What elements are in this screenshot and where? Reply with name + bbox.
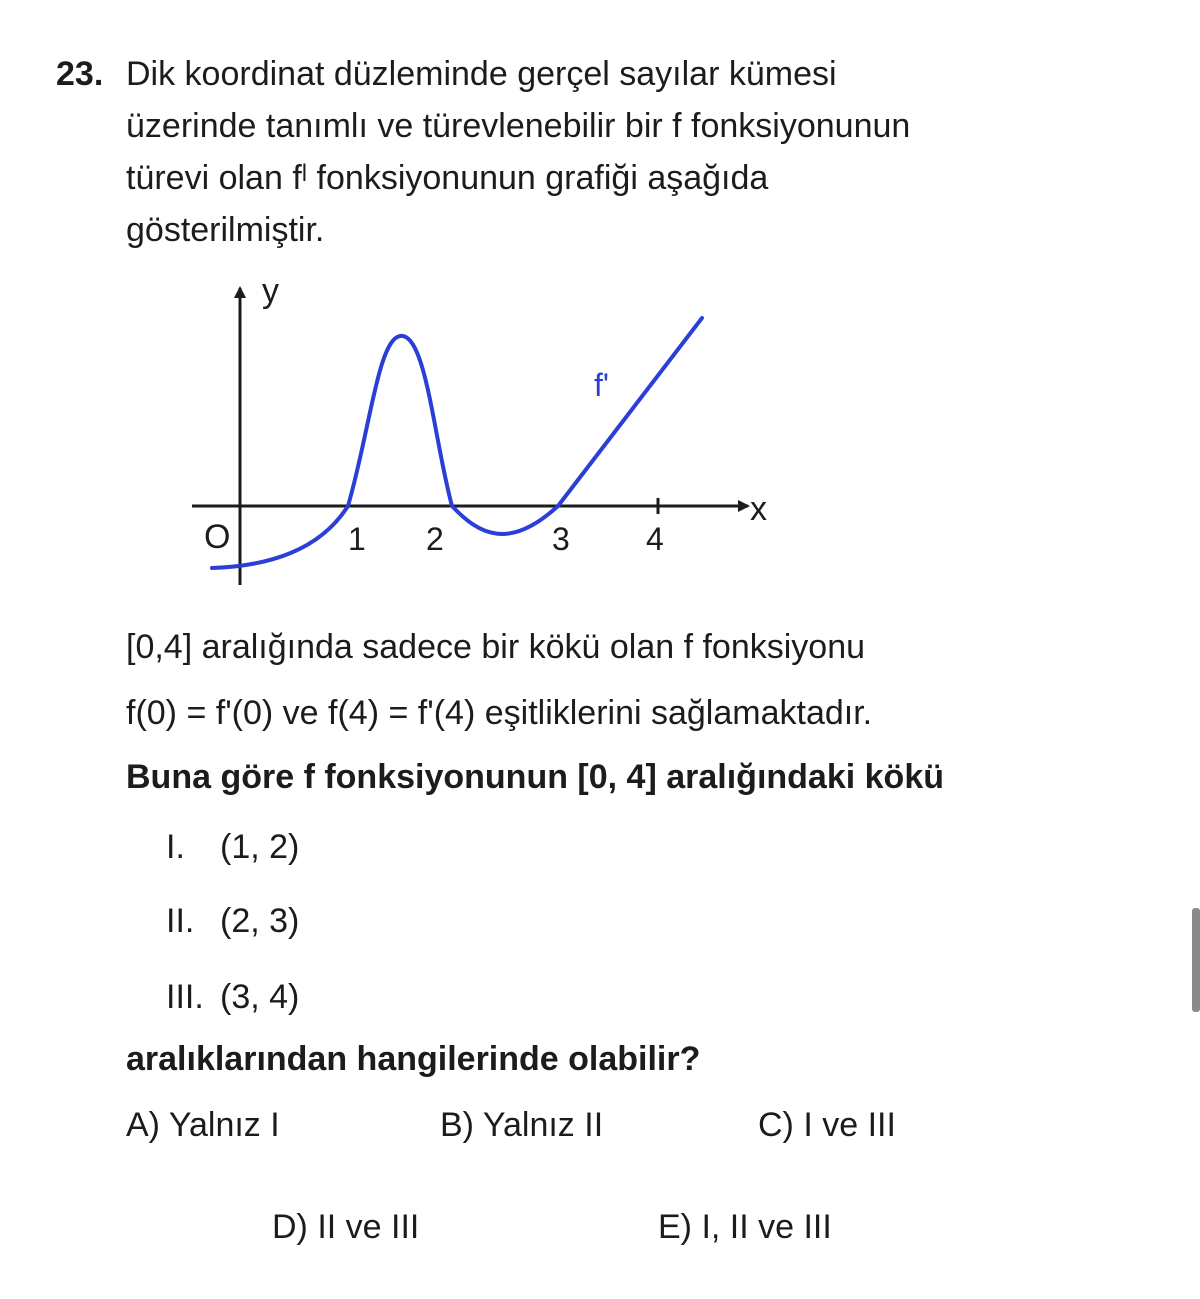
statement-numeral: III. [166, 978, 204, 1016]
derivative-curve [212, 318, 702, 568]
x-tick-label-4: 4 [646, 521, 664, 557]
answer-option-d[interactable]: D) II ve III [272, 1208, 420, 1246]
answer-option-e[interactable]: E) I, II ve III [658, 1208, 832, 1246]
question-stem [126, 48, 1086, 256]
condition-line-2: f(0) = f'(0) ve f(4) = f'(4) eşitliklerini sağlamaktadır. [126, 694, 873, 732]
question-ask: Buna göre f fonksiyonunun [0, 4] aralığındaki kökü [126, 758, 944, 796]
question-number: 23. [56, 55, 104, 93]
condition-line-1: [0,4] aralığında sadece bir kökü olan f fonksiyonu [126, 628, 866, 666]
x-tick-label-1: 1 [348, 521, 366, 557]
answer-option-c[interactable]: C) I ve III [758, 1106, 896, 1144]
statement-numeral: II. [166, 902, 195, 940]
statement-interval: (1, 2) [220, 828, 300, 866]
answer-option-b[interactable]: B) Yalnız II [440, 1106, 604, 1144]
statement-item [166, 828, 299, 867]
stem-line: Dik koordinat düzleminde gerçel sayılar kümesi [126, 55, 837, 93]
x-tick-label-2: 2 [426, 521, 444, 557]
scrollbar-thumb[interactable] [1192, 908, 1200, 1012]
stem-line: türevi olan fˡ fonksiyonunun grafiği aşağıda [126, 159, 769, 197]
stem-line: gösterilmiştir. [126, 211, 325, 249]
x-axis-label: x [750, 490, 767, 528]
stem-line: üzerinde tanımlı ve türevlenebilir bir f fonksiyonunun [126, 107, 911, 145]
curve-label: f' [594, 367, 609, 403]
statement-item [166, 902, 299, 941]
statement-numeral: I. [166, 828, 185, 866]
question-ask-continued: aralıklarından hangilerinde olabilir? [126, 1040, 701, 1078]
x-tick-label-3: 3 [552, 521, 570, 557]
statement-interval: (2, 3) [220, 902, 300, 940]
y-axis-label: y [262, 272, 279, 310]
origin-label: O [204, 518, 231, 556]
derivative-graph [180, 270, 800, 600]
statement-item [166, 978, 299, 1017]
statement-interval: (3, 4) [220, 978, 300, 1016]
answer-option-a[interactable]: A) Yalnız I [126, 1106, 280, 1144]
